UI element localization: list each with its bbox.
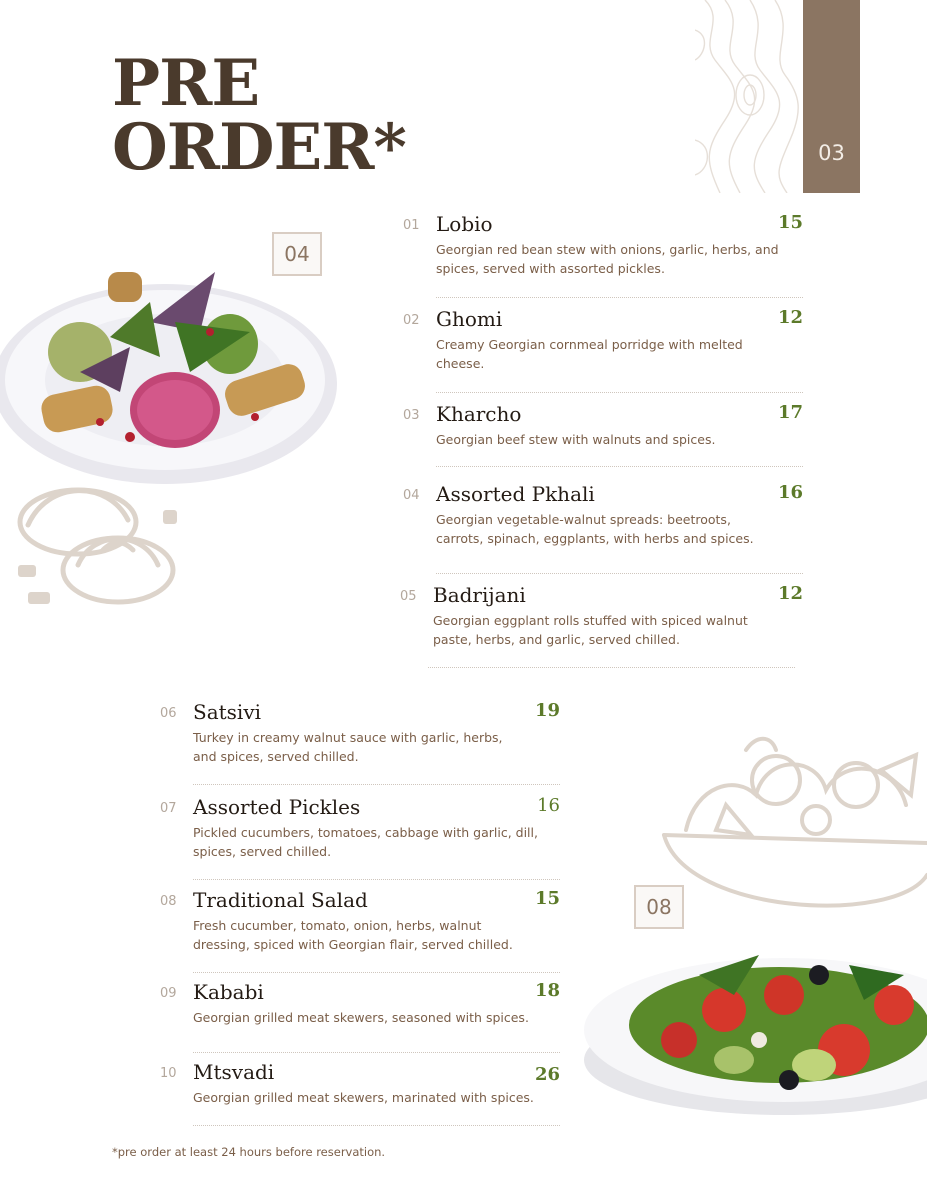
menu-item-description: Georgian grilled meat skewers, marinated with spices. — [193, 1090, 534, 1105]
menu-item-description: Georgian grilled meat skewers, seasoned with spices. — [193, 1010, 529, 1025]
dish-badge-04 — [272, 232, 322, 276]
page-number-tab — [803, 0, 860, 193]
menu-item-number: 08 — [160, 894, 177, 909]
menu-item-description: Fresh cucumber, tomato, onion, herbs, walnut dressing, spiced with Georgian flair, served chilled. — [193, 918, 513, 952]
menu-item — [403, 212, 803, 300]
menu-item — [403, 482, 803, 577]
menu-item-description: Turkey in creamy walnut sauce with garlic, herbs, and spices, served chilled. — [193, 730, 503, 764]
menu-item-name: Ghomi — [436, 307, 503, 331]
page-title — [112, 46, 406, 185]
badge-number: 08 — [646, 895, 672, 919]
divider — [193, 972, 560, 973]
menu-item-price: 15 — [534, 888, 560, 909]
menu-item-number: 04 — [403, 488, 420, 503]
menu-item-price: 26 — [534, 1064, 560, 1085]
menu-item-description: Creamy Georgian cornmeal porridge with melted cheese. — [436, 337, 743, 371]
menu-item-price: 18 — [534, 980, 560, 1001]
salad-plate-image — [584, 935, 927, 1115]
menu-item-description: Georgian vegetable-walnut spreads: beetroots, carrots, spinach, eggplants, with herbs and spices. — [436, 512, 754, 546]
divider — [193, 1125, 560, 1126]
menu-item-number: 05 — [400, 589, 417, 604]
menu-item-name: Mtsvadi — [193, 1060, 275, 1084]
divider — [436, 392, 803, 393]
menu-item — [400, 583, 803, 673]
menu-item-number: 02 — [403, 313, 420, 328]
divider — [428, 667, 795, 668]
menu-item-price: 15 — [777, 212, 803, 233]
menu-item — [160, 795, 560, 883]
menu-item-name: Lobio — [436, 212, 493, 236]
menu-item-price: 12 — [777, 307, 803, 328]
menu-item-price: 16 — [777, 482, 803, 503]
menu-item — [403, 402, 803, 472]
menu-item-name: Assorted Pickles — [193, 795, 361, 819]
menu-item-name: Kharcho — [436, 402, 522, 426]
menu-item-description: Georgian eggplant rolls stuffed with spiced walnut paste, herbs, and garlic, served chilled. — [433, 613, 748, 647]
menu-item-number: 01 — [403, 218, 420, 233]
footnote: *pre order at least 24 hours before reservation. — [112, 1145, 386, 1159]
menu-item — [160, 888, 560, 976]
menu-item-name: Satsivi — [193, 700, 262, 724]
badge-number: 04 — [284, 242, 310, 266]
dish-badge-08 — [634, 885, 684, 929]
menu-item-description: Georgian beef stew with walnuts and spices. — [436, 432, 716, 447]
divider — [436, 466, 803, 467]
menu-item-price: 17 — [777, 402, 803, 423]
menu-item-name: Assorted Pkhali — [436, 482, 595, 506]
menu-item-description: Pickled cucumbers, tomatoes, cabbage with garlic, dill, spices, served chilled. — [193, 825, 538, 859]
menu-item-price: 19 — [534, 700, 560, 721]
pkhali-plate-image — [0, 262, 340, 487]
menu-item-price: 16 — [537, 795, 560, 816]
divider — [193, 879, 560, 880]
menu-item-number: 06 — [160, 706, 177, 721]
dumplings-line-art-icon — [8, 470, 180, 610]
menu-item — [160, 980, 560, 1052]
menu-item-number: 09 — [160, 986, 177, 1001]
divider — [436, 573, 803, 574]
divider — [436, 297, 803, 298]
salad-bowl-line-art-icon — [656, 725, 927, 940]
menu-item — [160, 700, 560, 788]
menu-item-description: Georgian red bean stew with onions, garlic, herbs, and spices, served with assorted pickles. — [436, 242, 779, 276]
menu-item-price: 12 — [777, 583, 803, 604]
title-line-1: PRE — [112, 46, 260, 121]
topographic-pattern-icon — [695, 0, 803, 193]
menu-item-name: Traditional Salad — [193, 888, 368, 912]
page-number: 03 — [818, 141, 845, 165]
divider — [193, 1052, 560, 1053]
menu-item-number: 03 — [403, 408, 420, 423]
menu-item-number: 07 — [160, 801, 177, 816]
divider — [193, 784, 560, 785]
menu-item-name: Kababi — [193, 980, 264, 1004]
title-line-2: ORDER* — [112, 110, 406, 185]
menu-item-name: Badrijani — [433, 583, 526, 607]
menu-item — [403, 307, 803, 395]
menu-item — [160, 1060, 560, 1130]
menu-item-number: 10 — [160, 1066, 177, 1081]
